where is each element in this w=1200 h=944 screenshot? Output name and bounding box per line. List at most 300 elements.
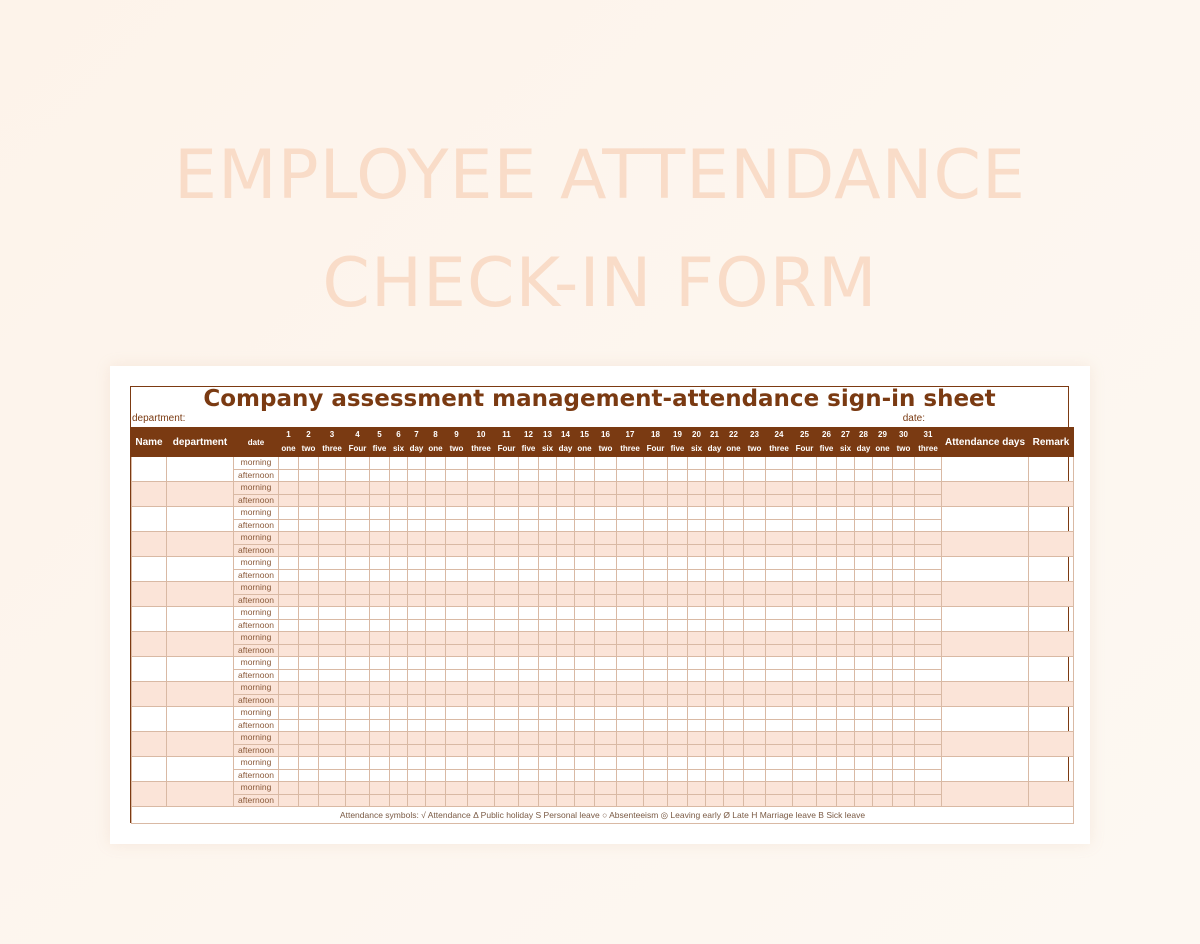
attendance-cell[interactable] (706, 757, 724, 770)
attendance-cell[interactable] (595, 619, 617, 632)
attendance-cell[interactable] (539, 657, 557, 670)
attendance-cell[interactable] (468, 457, 495, 470)
attendance-cell[interactable] (617, 744, 644, 757)
attendance-cell[interactable] (408, 469, 426, 482)
attendance-cell[interactable] (575, 469, 595, 482)
attendance-cell[interactable] (446, 594, 468, 607)
attendance-cell[interactable] (346, 607, 370, 620)
attendance-cell[interactable] (519, 794, 539, 807)
remark-cell[interactable] (1029, 507, 1074, 532)
attendance-cell[interactable] (279, 594, 299, 607)
attendance-cell[interactable] (724, 719, 744, 732)
attendance-cell[interactable] (279, 519, 299, 532)
attendance-cell[interactable] (346, 794, 370, 807)
attendance-cell[interactable] (837, 519, 855, 532)
attendance-cell[interactable] (837, 694, 855, 707)
attendance-cell[interactable] (744, 519, 766, 532)
attendance-cell[interactable] (319, 707, 346, 720)
attendance-cell[interactable] (595, 669, 617, 682)
attendance-cell[interactable] (766, 669, 793, 682)
attendance-cell[interactable] (426, 744, 446, 757)
attendance-cell[interactable] (279, 632, 299, 645)
attendance-cell[interactable] (855, 544, 873, 557)
attendance-cell[interactable] (279, 619, 299, 632)
remark-cell[interactable] (1029, 632, 1074, 657)
attendance-cell[interactable] (837, 582, 855, 595)
attendance-cell[interactable] (817, 569, 837, 582)
attendance-cell[interactable] (873, 744, 893, 757)
attendance-cell[interactable] (539, 507, 557, 520)
attendance-cell[interactable] (793, 532, 817, 545)
attendance-cell[interactable] (446, 657, 468, 670)
attendance-cell[interactable] (346, 594, 370, 607)
attendance-cell[interactable] (346, 632, 370, 645)
attendance-cell[interactable] (468, 632, 495, 645)
attendance-cell[interactable] (793, 607, 817, 620)
attendance-cell[interactable] (319, 457, 346, 470)
attendance-cell[interactable] (519, 644, 539, 657)
attendance-cell[interactable] (855, 469, 873, 482)
attendance-cell[interactable] (688, 782, 706, 795)
attendance-cell[interactable] (595, 694, 617, 707)
attendance-cell[interactable] (519, 682, 539, 695)
attendance-cell[interactable] (668, 669, 688, 682)
attendance-cell[interactable] (793, 757, 817, 770)
attendance-cell[interactable] (319, 732, 346, 745)
attendance-cell[interactable] (595, 482, 617, 495)
attendance-cell[interactable] (893, 719, 915, 732)
attendance-cell[interactable] (817, 607, 837, 620)
attendance-cell[interactable] (688, 557, 706, 570)
attendance-cell[interactable] (915, 769, 942, 782)
name-cell[interactable] (132, 757, 167, 782)
attendance-cell[interactable] (724, 594, 744, 607)
attendance-cell[interactable] (766, 782, 793, 795)
attendance-cell[interactable] (575, 644, 595, 657)
attendance-cell[interactable] (837, 732, 855, 745)
attendance-cell[interactable] (319, 794, 346, 807)
attendance-cell[interactable] (446, 544, 468, 557)
attendance-cell[interactable] (644, 719, 668, 732)
attendance-days-cell[interactable] (942, 532, 1029, 557)
attendance-cell[interactable] (644, 657, 668, 670)
attendance-cell[interactable] (668, 544, 688, 557)
attendance-cell[interactable] (468, 594, 495, 607)
department-cell[interactable] (167, 632, 234, 657)
attendance-cell[interactable] (319, 619, 346, 632)
attendance-cell[interactable] (495, 594, 519, 607)
attendance-cell[interactable] (319, 644, 346, 657)
attendance-cell[interactable] (426, 619, 446, 632)
attendance-cell[interactable] (893, 494, 915, 507)
attendance-cell[interactable] (319, 769, 346, 782)
attendance-cell[interactable] (617, 507, 644, 520)
attendance-cell[interactable] (915, 594, 942, 607)
attendance-days-cell[interactable] (942, 507, 1029, 532)
attendance-cell[interactable] (744, 557, 766, 570)
attendance-cell[interactable] (346, 769, 370, 782)
attendance-cell[interactable] (390, 494, 408, 507)
attendance-cell[interactable] (893, 769, 915, 782)
attendance-cell[interactable] (575, 694, 595, 707)
attendance-cell[interactable] (390, 507, 408, 520)
attendance-cell[interactable] (793, 744, 817, 757)
attendance-cell[interactable] (617, 519, 644, 532)
attendance-cell[interactable] (390, 794, 408, 807)
attendance-cell[interactable] (724, 744, 744, 757)
attendance-cell[interactable] (408, 594, 426, 607)
attendance-cell[interactable] (873, 732, 893, 745)
attendance-cell[interactable] (446, 707, 468, 720)
attendance-cell[interactable] (390, 732, 408, 745)
attendance-cell[interactable] (539, 669, 557, 682)
attendance-cell[interactable] (446, 532, 468, 545)
attendance-cell[interactable] (837, 744, 855, 757)
attendance-cell[interactable] (793, 594, 817, 607)
attendance-cell[interactable] (873, 782, 893, 795)
attendance-cell[interactable] (855, 669, 873, 682)
attendance-cell[interactable] (766, 732, 793, 745)
attendance-cell[interactable] (408, 457, 426, 470)
attendance-cell[interactable] (724, 607, 744, 620)
attendance-cell[interactable] (595, 519, 617, 532)
attendance-days-cell[interactable] (942, 732, 1029, 757)
attendance-cell[interactable] (706, 482, 724, 495)
attendance-cell[interactable] (595, 632, 617, 645)
attendance-cell[interactable] (519, 669, 539, 682)
attendance-cell[interactable] (855, 619, 873, 632)
attendance-cell[interactable] (744, 482, 766, 495)
attendance-cell[interactable] (390, 694, 408, 707)
attendance-cell[interactable] (793, 519, 817, 532)
attendance-cell[interactable] (408, 582, 426, 595)
attendance-cell[interactable] (893, 619, 915, 632)
attendance-cell[interactable] (793, 707, 817, 720)
attendance-cell[interactable] (668, 469, 688, 482)
attendance-cell[interactable] (557, 707, 575, 720)
attendance-cell[interactable] (408, 494, 426, 507)
attendance-cell[interactable] (817, 682, 837, 695)
attendance-cell[interactable] (557, 657, 575, 670)
attendance-cell[interactable] (915, 632, 942, 645)
attendance-cell[interactable] (706, 569, 724, 582)
attendance-cell[interactable] (346, 694, 370, 707)
attendance-cell[interactable] (299, 594, 319, 607)
attendance-cell[interactable] (873, 457, 893, 470)
attendance-cell[interactable] (668, 457, 688, 470)
attendance-cell[interactable] (319, 669, 346, 682)
attendance-cell[interactable] (766, 494, 793, 507)
attendance-cell[interactable] (617, 557, 644, 570)
attendance-cell[interactable] (668, 582, 688, 595)
attendance-cell[interactable] (299, 507, 319, 520)
attendance-cell[interactable] (426, 632, 446, 645)
attendance-cell[interactable] (539, 582, 557, 595)
attendance-cell[interactable] (668, 619, 688, 632)
attendance-cell[interactable] (837, 532, 855, 545)
attendance-cell[interactable] (575, 682, 595, 695)
attendance-cell[interactable] (837, 644, 855, 657)
attendance-cell[interactable] (495, 694, 519, 707)
attendance-cell[interactable] (408, 732, 426, 745)
attendance-cell[interactable] (468, 494, 495, 507)
attendance-cell[interactable] (346, 457, 370, 470)
attendance-cell[interactable] (644, 669, 668, 682)
attendance-cell[interactable] (539, 469, 557, 482)
attendance-cell[interactable] (644, 744, 668, 757)
attendance-cell[interactable] (793, 769, 817, 782)
attendance-cell[interactable] (279, 744, 299, 757)
attendance-cell[interactable] (706, 719, 724, 732)
attendance-cell[interactable] (766, 557, 793, 570)
attendance-cell[interactable] (915, 582, 942, 595)
attendance-cell[interactable] (837, 482, 855, 495)
attendance-cell[interactable] (744, 694, 766, 707)
attendance-cell[interactable] (575, 794, 595, 807)
attendance-cell[interactable] (915, 507, 942, 520)
attendance-cell[interactable] (346, 519, 370, 532)
remark-cell[interactable] (1029, 482, 1074, 507)
attendance-cell[interactable] (519, 482, 539, 495)
attendance-cell[interactable] (688, 657, 706, 670)
attendance-cell[interactable] (688, 607, 706, 620)
attendance-cell[interactable] (817, 744, 837, 757)
attendance-cell[interactable] (495, 507, 519, 520)
attendance-cell[interactable] (706, 582, 724, 595)
attendance-cell[interactable] (724, 644, 744, 657)
attendance-cell[interactable] (688, 732, 706, 745)
attendance-cell[interactable] (557, 457, 575, 470)
attendance-cell[interactable] (893, 569, 915, 582)
attendance-cell[interactable] (688, 644, 706, 657)
attendance-cell[interactable] (279, 482, 299, 495)
attendance-cell[interactable] (408, 644, 426, 657)
attendance-cell[interactable] (426, 782, 446, 795)
attendance-cell[interactable] (837, 757, 855, 770)
attendance-cell[interactable] (706, 607, 724, 620)
attendance-cell[interactable] (346, 757, 370, 770)
attendance-cell[interactable] (495, 719, 519, 732)
attendance-cell[interactable] (319, 507, 346, 520)
attendance-cell[interactable] (370, 494, 390, 507)
attendance-cell[interactable] (390, 544, 408, 557)
attendance-cell[interactable] (688, 482, 706, 495)
attendance-cell[interactable] (744, 457, 766, 470)
attendance-cell[interactable] (426, 669, 446, 682)
attendance-cell[interactable] (837, 557, 855, 570)
attendance-cell[interactable] (319, 582, 346, 595)
attendance-cell[interactable] (426, 532, 446, 545)
attendance-cell[interactable] (706, 469, 724, 482)
attendance-cell[interactable] (299, 719, 319, 732)
attendance-cell[interactable] (668, 769, 688, 782)
attendance-cell[interactable] (468, 482, 495, 495)
attendance-cell[interactable] (817, 557, 837, 570)
attendance-cell[interactable] (817, 769, 837, 782)
attendance-cell[interactable] (817, 519, 837, 532)
attendance-cell[interactable] (766, 794, 793, 807)
attendance-cell[interactable] (817, 669, 837, 682)
attendance-cell[interactable] (793, 657, 817, 670)
attendance-cell[interactable] (426, 569, 446, 582)
attendance-cell[interactable] (557, 594, 575, 607)
attendance-cell[interactable] (408, 694, 426, 707)
attendance-cell[interactable] (817, 719, 837, 732)
attendance-cell[interactable] (617, 619, 644, 632)
attendance-cell[interactable] (299, 682, 319, 695)
attendance-cell[interactable] (426, 457, 446, 470)
attendance-cell[interactable] (299, 544, 319, 557)
attendance-cell[interactable] (855, 757, 873, 770)
attendance-cell[interactable] (706, 632, 724, 645)
attendance-cell[interactable] (519, 769, 539, 782)
attendance-cell[interactable] (837, 632, 855, 645)
attendance-cell[interactable] (370, 594, 390, 607)
attendance-cell[interactable] (299, 657, 319, 670)
attendance-cell[interactable] (688, 569, 706, 582)
attendance-days-cell[interactable] (942, 707, 1029, 732)
attendance-cell[interactable] (766, 644, 793, 657)
attendance-cell[interactable] (668, 719, 688, 732)
attendance-cell[interactable] (793, 644, 817, 657)
attendance-cell[interactable] (299, 557, 319, 570)
attendance-cell[interactable] (446, 757, 468, 770)
attendance-cell[interactable] (706, 619, 724, 632)
attendance-cell[interactable] (539, 519, 557, 532)
attendance-cell[interactable] (370, 732, 390, 745)
attendance-cell[interactable] (873, 532, 893, 545)
attendance-cell[interactable] (539, 619, 557, 632)
attendance-cell[interactable] (688, 794, 706, 807)
attendance-cell[interactable] (855, 457, 873, 470)
attendance-cell[interactable] (617, 582, 644, 595)
attendance-cell[interactable] (706, 657, 724, 670)
attendance-cell[interactable] (766, 457, 793, 470)
attendance-cell[interactable] (724, 707, 744, 720)
attendance-cell[interactable] (279, 782, 299, 795)
attendance-cell[interactable] (446, 769, 468, 782)
attendance-cell[interactable] (893, 507, 915, 520)
attendance-cell[interactable] (668, 794, 688, 807)
attendance-cell[interactable] (744, 794, 766, 807)
attendance-cell[interactable] (468, 532, 495, 545)
attendance-cell[interactable] (595, 594, 617, 607)
attendance-cell[interactable] (837, 682, 855, 695)
department-cell[interactable] (167, 507, 234, 532)
attendance-cell[interactable] (595, 744, 617, 757)
attendance-cell[interactable] (370, 657, 390, 670)
attendance-cell[interactable] (346, 669, 370, 682)
attendance-cell[interactable] (279, 569, 299, 582)
attendance-cell[interactable] (837, 569, 855, 582)
attendance-cell[interactable] (688, 544, 706, 557)
attendance-cell[interactable] (766, 594, 793, 607)
attendance-cell[interactable] (915, 544, 942, 557)
attendance-cell[interactable] (766, 744, 793, 757)
attendance-cell[interactable] (644, 569, 668, 582)
attendance-cell[interactable] (837, 507, 855, 520)
attendance-cell[interactable] (390, 657, 408, 670)
department-cell[interactable] (167, 707, 234, 732)
attendance-cell[interactable] (793, 482, 817, 495)
attendance-cell[interactable] (370, 619, 390, 632)
attendance-cell[interactable] (446, 607, 468, 620)
attendance-cell[interactable] (766, 657, 793, 670)
attendance-cell[interactable] (370, 694, 390, 707)
attendance-cell[interactable] (495, 569, 519, 582)
attendance-cell[interactable] (855, 782, 873, 795)
attendance-cell[interactable] (426, 732, 446, 745)
attendance-cell[interactable] (688, 682, 706, 695)
attendance-cell[interactable] (390, 619, 408, 632)
attendance-cell[interactable] (873, 794, 893, 807)
attendance-cell[interactable] (319, 482, 346, 495)
attendance-cell[interactable] (817, 657, 837, 670)
attendance-cell[interactable] (873, 569, 893, 582)
attendance-days-cell[interactable] (942, 607, 1029, 632)
attendance-cell[interactable] (915, 569, 942, 582)
attendance-cell[interactable] (408, 669, 426, 682)
attendance-cell[interactable] (793, 682, 817, 695)
attendance-cell[interactable] (668, 732, 688, 745)
attendance-cell[interactable] (557, 794, 575, 807)
attendance-cell[interactable] (519, 757, 539, 770)
attendance-cell[interactable] (539, 482, 557, 495)
attendance-cell[interactable] (370, 582, 390, 595)
attendance-cell[interactable] (668, 682, 688, 695)
remark-cell[interactable] (1029, 657, 1074, 682)
attendance-cell[interactable] (744, 632, 766, 645)
attendance-cell[interactable] (575, 744, 595, 757)
attendance-cell[interactable] (279, 732, 299, 745)
attendance-cell[interactable] (855, 519, 873, 532)
remark-cell[interactable] (1029, 582, 1074, 607)
attendance-cell[interactable] (744, 757, 766, 770)
attendance-cell[interactable] (595, 732, 617, 745)
attendance-cell[interactable] (557, 519, 575, 532)
attendance-days-cell[interactable] (942, 632, 1029, 657)
attendance-cell[interactable] (617, 682, 644, 695)
attendance-cell[interactable] (446, 569, 468, 582)
attendance-cell[interactable] (346, 569, 370, 582)
attendance-cell[interactable] (557, 557, 575, 570)
attendance-cell[interactable] (595, 544, 617, 557)
attendance-cell[interactable] (575, 582, 595, 595)
attendance-cell[interactable] (793, 569, 817, 582)
attendance-cell[interactable] (595, 469, 617, 482)
attendance-cell[interactable] (915, 669, 942, 682)
attendance-cell[interactable] (279, 669, 299, 682)
attendance-cell[interactable] (644, 644, 668, 657)
attendance-cell[interactable] (408, 744, 426, 757)
attendance-cell[interactable] (539, 682, 557, 695)
attendance-cell[interactable] (468, 519, 495, 532)
attendance-cell[interactable] (893, 582, 915, 595)
attendance-cell[interactable] (446, 782, 468, 795)
attendance-cell[interactable] (595, 719, 617, 732)
attendance-cell[interactable] (595, 757, 617, 770)
attendance-cell[interactable] (617, 707, 644, 720)
attendance-cell[interactable] (724, 657, 744, 670)
attendance-cell[interactable] (557, 644, 575, 657)
name-cell[interactable] (132, 657, 167, 682)
attendance-cell[interactable] (575, 632, 595, 645)
attendance-cell[interactable] (370, 519, 390, 532)
attendance-cell[interactable] (724, 769, 744, 782)
attendance-cell[interactable] (519, 557, 539, 570)
attendance-cell[interactable] (519, 707, 539, 720)
attendance-cell[interactable] (915, 732, 942, 745)
